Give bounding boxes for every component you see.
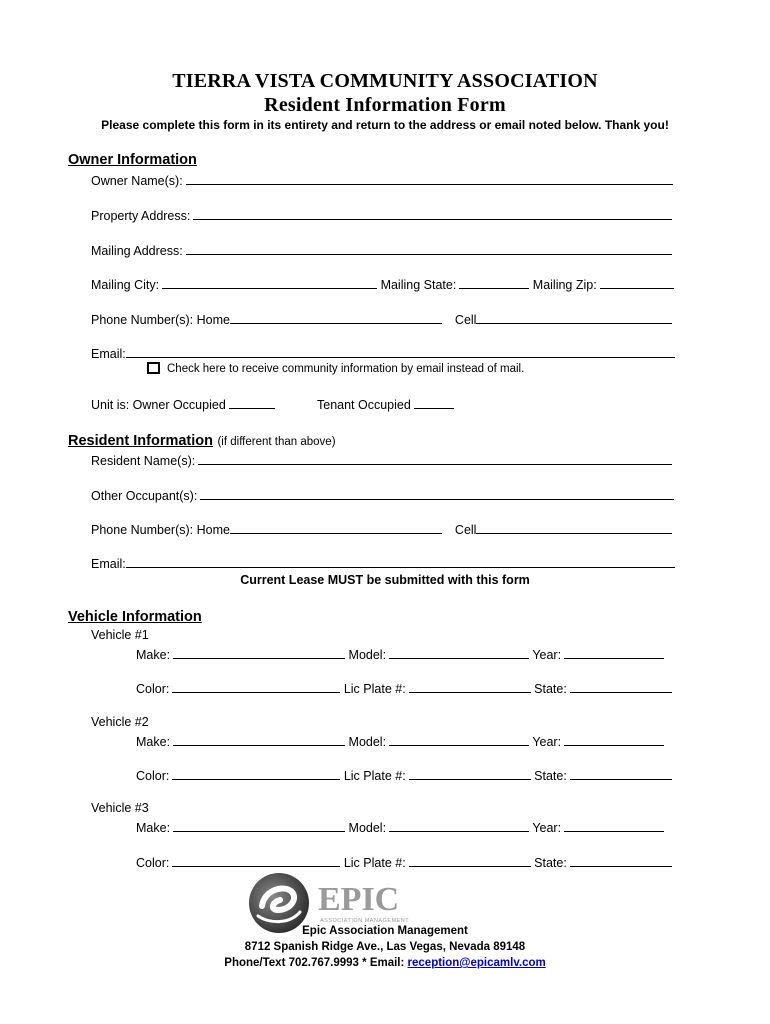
- resident-phone-cell-field[interactable]: [476, 521, 672, 534]
- vehicle-3-plate-label: Lic Plate #:: [343, 856, 406, 870]
- vehicle-1-year-label: Year:: [532, 648, 562, 662]
- owner-names-field[interactable]: [186, 172, 673, 185]
- owner-phone-cell-label: Cell: [454, 313, 477, 327]
- vehicle-3-row-b: [136, 854, 672, 870]
- unit-occupancy-row: [91, 396, 275, 412]
- footer-company: Epic Association Management: [302, 925, 468, 937]
- vehicle-1-model-field[interactable]: [389, 646, 529, 659]
- vehicle-2-color-label: Color:: [136, 769, 170, 783]
- vehicle-2-model-label: Model:: [348, 735, 387, 749]
- vehicle-2-plate-label: Lic Plate #:: [343, 769, 406, 783]
- vehicle-3-make-label: Make:: [136, 821, 171, 835]
- vehicle-3-model-field[interactable]: [389, 819, 529, 832]
- tenant-occupied-field[interactable]: [414, 396, 454, 409]
- lease-note: Current Lease MUST be submitted with this form: [240, 573, 530, 587]
- owner-phone-home-field[interactable]: [230, 311, 442, 324]
- resident-section-heading: Resident Information: [68, 433, 214, 449]
- other-occupants-field[interactable]: [200, 487, 674, 500]
- vehicle-3-year-field[interactable]: [564, 819, 664, 832]
- vehicle-1-make-label: Make:: [136, 648, 171, 662]
- vehicle-3-make-field[interactable]: [173, 819, 345, 832]
- mailing-address-field[interactable]: [186, 242, 672, 255]
- vehicle-2-year-field[interactable]: [564, 733, 664, 746]
- email-opt-in-label: Check here to receive community information by email instead of mail.: [167, 363, 525, 375]
- vehicle-2-state-label: State:: [534, 769, 567, 783]
- resident-email-field[interactable]: [126, 555, 675, 568]
- vehicle-1-row-b: [136, 680, 672, 696]
- vehicle-1-plate-label: Lic Plate #:: [343, 682, 406, 696]
- vehicle-1-make-field[interactable]: [173, 646, 345, 659]
- vehicle-1-color-label: Color:: [136, 682, 170, 696]
- epic-logo-text: EPIC: [318, 881, 400, 918]
- vehicle-3-year-label: Year:: [532, 821, 562, 835]
- owner-occupied-field[interactable]: [229, 396, 275, 409]
- vehicle-2-state-field[interactable]: [570, 767, 672, 780]
- owner-email-field[interactable]: [126, 345, 675, 358]
- property-address-label: Property Address:: [91, 209, 191, 223]
- resident-phone-home-field[interactable]: [230, 521, 442, 534]
- mailing-address-row: [91, 242, 672, 258]
- owner-phone-cell-field[interactable]: [476, 311, 672, 324]
- owner-phone-row: [91, 311, 672, 327]
- resident-section-heading-row: [68, 432, 336, 450]
- vehicle-1-model-label: Model:: [348, 648, 387, 662]
- vehicle-1-year-field[interactable]: [564, 646, 664, 659]
- vehicle-1-state-label: State:: [534, 682, 567, 696]
- footer-contact: [0, 957, 770, 969]
- mailing-state-field[interactable]: [459, 276, 529, 289]
- owner-occupied-label: Unit is: Owner Occupied: [91, 398, 226, 412]
- resident-names-field[interactable]: [198, 452, 672, 465]
- email-opt-in-checkbox[interactable]: [147, 362, 160, 374]
- form-title: Resident Information Form: [264, 94, 506, 116]
- vehicle-1-plate-field[interactable]: [409, 680, 531, 693]
- form-intro: Please complete this form in its entirety and return to the address or email noted below. Thank you!: [101, 118, 669, 132]
- vehicle-1-color-field[interactable]: [172, 680, 340, 693]
- mailing-state-label: Mailing State:: [380, 278, 457, 292]
- owner-names-row: [91, 172, 673, 188]
- tenant-occupied-label: Tenant Occupied: [317, 398, 411, 412]
- vehicle-2-color-field[interactable]: [172, 767, 340, 780]
- vehicle-1-label: Vehicle #1: [91, 628, 149, 642]
- mailing-city-label: Mailing City:: [91, 278, 160, 292]
- owner-email-row: [91, 345, 675, 361]
- vehicle-2-row-b: [136, 767, 672, 783]
- vehicle-2-row-a: [136, 733, 664, 749]
- mailing-zip-label: Mailing Zip:: [532, 278, 597, 292]
- owner-phone-home-label: Phone Number(s): Home: [91, 313, 230, 327]
- resident-names-row: [91, 452, 672, 468]
- vehicle-1-row-a: [136, 646, 664, 662]
- vehicle-2-year-label: Year:: [532, 735, 562, 749]
- vehicle-3-color-field[interactable]: [172, 854, 340, 867]
- resident-names-label: Resident Name(s):: [91, 454, 196, 468]
- vehicle-2-label: Vehicle #2: [91, 715, 149, 729]
- vehicle-3-state-label: State:: [534, 856, 567, 870]
- vehicle-section-heading: Vehicle Information: [68, 609, 202, 625]
- owner-email-label: Email:: [91, 347, 126, 361]
- resident-section-note: (if different than above): [217, 436, 336, 448]
- form-org-title: TIERRA VISTA COMMUNITY ASSOCIATION: [172, 70, 598, 92]
- vehicle-3-label: Vehicle #3: [91, 801, 149, 815]
- resident-phone-home-label: Phone Number(s): Home: [91, 523, 230, 537]
- vehicle-3-color-label: Color:: [136, 856, 170, 870]
- resident-phone-cell-label: Cell: [454, 523, 477, 537]
- mailing-city-row: [91, 276, 674, 292]
- resident-email-row: [91, 555, 675, 571]
- other-occupants-label: Other Occupant(s):: [91, 489, 198, 503]
- mailing-zip-field[interactable]: [600, 276, 674, 289]
- footer-address: 8712 Spanish Ridge Ave., Las Vegas, Nevada 89148: [244, 941, 526, 953]
- mailing-address-label: Mailing Address:: [91, 244, 183, 258]
- vehicle-2-plate-field[interactable]: [409, 767, 531, 780]
- vehicle-2-make-field[interactable]: [173, 733, 345, 746]
- epic-logo-subtext: ASSOCIATION MANAGEMENT: [320, 918, 410, 924]
- footer-email-link[interactable]: reception@epicamlv.com: [407, 957, 546, 969]
- vehicle-3-state-field[interactable]: [570, 854, 672, 867]
- vehicle-3-plate-field[interactable]: [409, 854, 531, 867]
- other-occupants-row: [91, 487, 674, 503]
- property-address-row: [91, 207, 672, 223]
- mailing-city-field[interactable]: [162, 276, 377, 289]
- vehicle-1-state-field[interactable]: [570, 680, 672, 693]
- owner-names-label: Owner Name(s):: [91, 174, 183, 188]
- owner-section-heading: Owner Information: [68, 152, 197, 168]
- vehicle-2-make-label: Make:: [136, 735, 171, 749]
- footer-phone: Phone/Text 702.767.9993 * Email:: [224, 957, 408, 969]
- property-address-field[interactable]: [193, 207, 672, 220]
- vehicle-2-model-field[interactable]: [389, 733, 529, 746]
- vehicle-3-row-a: [136, 819, 664, 835]
- resident-email-label: Email:: [91, 557, 126, 571]
- tenant-occupied-row: [317, 396, 454, 412]
- vehicle-3-model-label: Model:: [348, 821, 387, 835]
- resident-phone-row: [91, 521, 672, 537]
